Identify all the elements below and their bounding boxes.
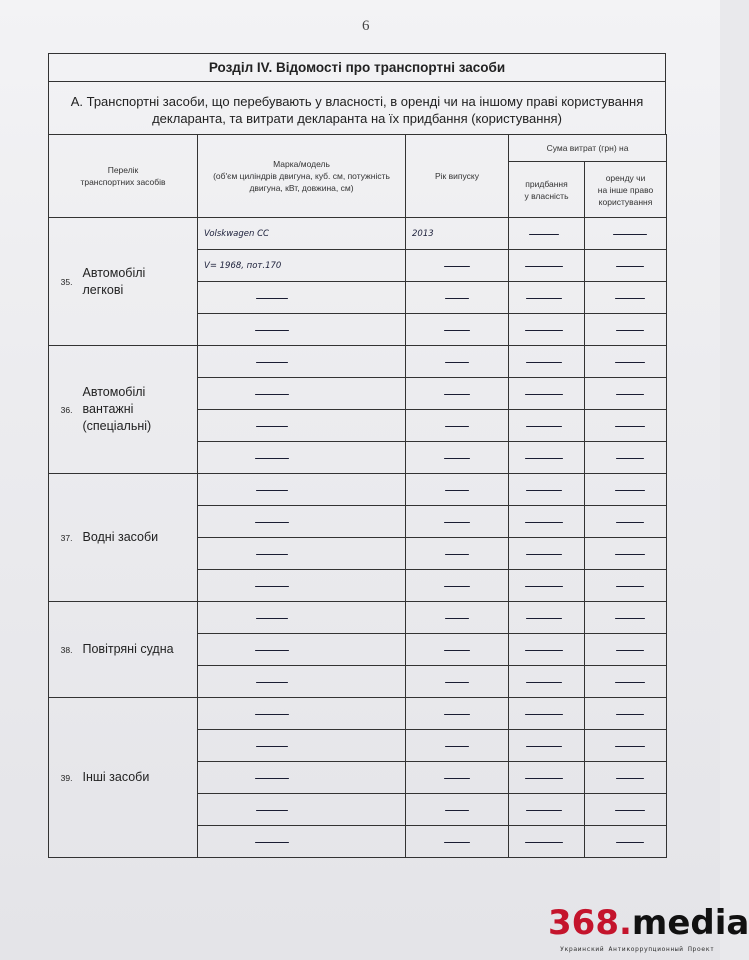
year-cell [406, 314, 509, 346]
blank-dash-mark [616, 650, 644, 651]
blank-dash-mark [256, 362, 288, 363]
page-number: 6 [362, 18, 370, 34]
rent-cell [585, 698, 667, 730]
category-label-line: Водні засоби [82, 530, 159, 544]
blank-dash-mark [444, 394, 470, 395]
car-year-handwritten: 2013 [406, 218, 509, 250]
blank-dash-mark [615, 426, 645, 427]
blank-dash-mark [526, 746, 562, 747]
year-cell [406, 570, 509, 602]
header-list-line-1: Перелік [107, 165, 139, 175]
watermark-tagline: Украинский Антикоррупционный Проект [560, 945, 715, 953]
purchase-cell [509, 826, 585, 858]
blank-dash-mark [256, 490, 288, 491]
brand-model-cell [198, 410, 406, 442]
year-cell [406, 826, 509, 858]
blank-dash-mark [525, 330, 563, 331]
header-brand-line-2: (об'єм циліндрів двигуна, куб. см, потужність [213, 171, 390, 181]
blank-dash-mark [526, 426, 562, 427]
brand-model-cell [198, 314, 406, 346]
blank-dash-mark [256, 618, 288, 619]
category-number: 39. [49, 698, 77, 858]
header-list-line-2: транспортних засобів [80, 177, 166, 187]
blank-dash-mark [615, 490, 645, 491]
blank-dash-mark [615, 618, 645, 619]
rent-cell [585, 506, 667, 538]
year-cell [406, 378, 509, 410]
blank-dash-mark [616, 842, 644, 843]
category-label-line: Автомобілі [82, 385, 146, 399]
category-label [77, 346, 198, 474]
rent-cell [585, 314, 667, 346]
blank-dash-mark [616, 586, 644, 587]
blank-dash-mark [255, 394, 289, 395]
category-label-line: вантажні [82, 402, 134, 416]
blank-dash-mark [445, 618, 469, 619]
category-number: 37. [49, 474, 77, 602]
section-subtitle [48, 81, 666, 135]
watermark-logo [548, 903, 749, 943]
year-cell [406, 762, 509, 794]
purchase-cell [509, 634, 585, 666]
purchase-cell [509, 698, 585, 730]
blank-dash-mark [525, 458, 563, 459]
brand-model-cell [198, 794, 406, 826]
rent-cell [585, 282, 667, 314]
brand-model-cell [198, 570, 406, 602]
blank-dash-mark [526, 618, 562, 619]
blank-dash-mark [445, 298, 469, 299]
header-brand-line-3: двигуна, кВт, довжина, см) [249, 183, 354, 193]
blank-dash-mark [615, 362, 645, 363]
purchase-cell [509, 506, 585, 538]
year-cell [406, 282, 509, 314]
category-number: 35. [49, 218, 77, 346]
purchase-cell [509, 410, 585, 442]
year-cell [406, 538, 509, 570]
brand-model-cell [198, 634, 406, 666]
table-row [49, 474, 667, 506]
table-row [49, 218, 667, 250]
purchase-cell [509, 250, 585, 282]
year-cell [406, 666, 509, 698]
blank-dash-mark [526, 682, 562, 683]
vehicles-table-body [49, 218, 667, 858]
brand-model-cell [198, 474, 406, 506]
header-rent [585, 162, 667, 218]
section-title: Розділ IV. Відомості про транспортні засоби [48, 53, 666, 81]
year-cell [406, 602, 509, 634]
blank-dash-mark [444, 778, 470, 779]
header-purchase-line-1: придбання [525, 178, 568, 189]
category-number: 36. [49, 346, 77, 474]
blank-dash-mark [444, 458, 470, 459]
brand-model-cell [198, 730, 406, 762]
blank-dash-mark [255, 522, 289, 523]
brand-model-cell [198, 762, 406, 794]
blank-dash-mark [616, 394, 644, 395]
table-row [49, 346, 667, 378]
brand-model-cell [198, 826, 406, 858]
watermark-dot: . [618, 903, 632, 943]
blank-dash-mark [615, 298, 645, 299]
rent-cell [585, 826, 667, 858]
header-rent-line-3: користування [598, 196, 653, 207]
blank-dash-mark [444, 586, 470, 587]
blank-dash-mark [255, 778, 289, 779]
brand-model-cell [198, 666, 406, 698]
header-year: Рік випуску [406, 135, 509, 218]
brand-model-cell [198, 538, 406, 570]
brand-model-cell [198, 282, 406, 314]
header-brand-line-1: Марка/модель [273, 159, 330, 169]
blank-dash-mark [525, 842, 563, 843]
header-purchase [509, 162, 585, 218]
blank-dash-mark [255, 714, 289, 715]
subtitle-line-1: А. Транспортні засоби, що перебувають у власності, в оренді чи на іншому праві користування [70, 94, 644, 109]
header-purchase-line-2: у власність [524, 190, 569, 201]
blank-dash-mark [526, 362, 562, 363]
blank-dash-mark [526, 490, 562, 491]
year-cell [406, 250, 509, 282]
brand-model-cell [198, 506, 406, 538]
category-label [77, 698, 198, 858]
rent-cell [585, 538, 667, 570]
blank-dash-mark [444, 266, 470, 267]
blank-dash-mark [445, 490, 469, 491]
rent-cell [585, 570, 667, 602]
year-cell [406, 346, 509, 378]
blank-dash-mark [615, 682, 645, 683]
purchase-cell [509, 346, 585, 378]
blank-dash-mark [525, 394, 563, 395]
brand-model-cell [198, 346, 406, 378]
rent-cell [585, 250, 667, 282]
table-row [49, 602, 667, 634]
blank-dash-mark [444, 522, 470, 523]
blank-dash-mark [256, 746, 288, 747]
purchase-cell [509, 666, 585, 698]
brand-model-cell [198, 698, 406, 730]
blank-dash-mark [616, 522, 644, 523]
blank-dash-mark [444, 650, 470, 651]
purchase-cell [509, 794, 585, 826]
rent-cell [585, 410, 667, 442]
blank-dash-mark [445, 554, 469, 555]
blank-dash-mark [445, 682, 469, 683]
blank-dash-mark [616, 266, 644, 267]
rent-cell [585, 442, 667, 474]
blank-dash-mark [256, 682, 288, 683]
blank-dash-mark [616, 714, 644, 715]
purchase-cell [509, 762, 585, 794]
category-label-line: Автомобілі [82, 265, 146, 280]
blank-dash-mark [255, 650, 289, 651]
blank-dash-mark [255, 458, 289, 459]
watermark-domain: media [631, 903, 749, 943]
blank-dash-mark [444, 842, 470, 843]
blank-dash-mark [615, 554, 645, 555]
category-label [77, 474, 198, 602]
year-cell [406, 634, 509, 666]
category-label-line: (спеціальні) [82, 419, 152, 433]
header-expenses: Сума витрат (грн) на [509, 135, 667, 162]
blank-dash-mark [255, 586, 289, 587]
purchase-cell [509, 314, 585, 346]
category-label [77, 602, 198, 698]
blank-dash-mark [525, 266, 563, 267]
blank-dash-mark [445, 362, 469, 363]
blank-dash-mark [525, 522, 563, 523]
blank-dash-mark [525, 650, 563, 651]
blank-dash-mark [526, 810, 562, 811]
blank-dash-mark [256, 554, 288, 555]
year-cell [406, 474, 509, 506]
brand-model-cell [198, 378, 406, 410]
blank-dash-mark [525, 778, 563, 779]
category-label-line: Інші засоби [82, 770, 150, 784]
category-label [77, 218, 198, 346]
blank-dash-mark [256, 426, 288, 427]
year-cell [406, 730, 509, 762]
blank-dash-mark [444, 330, 470, 331]
blank-dash-mark [526, 554, 562, 555]
purchase-cell [509, 730, 585, 762]
rent-cell [585, 378, 667, 410]
year-cell [406, 794, 509, 826]
rent-cell [585, 762, 667, 794]
rent-cell [585, 602, 667, 634]
purchase-cell [509, 538, 585, 570]
blank-dash-mark [616, 778, 644, 779]
blank-dash-mark [525, 714, 563, 715]
purchase-cell [509, 378, 585, 410]
rent-cell [585, 634, 667, 666]
rent-cell [585, 666, 667, 698]
blank-dash-mark [256, 810, 288, 811]
blank-dash-mark [616, 458, 644, 459]
category-number: 38. [49, 602, 77, 698]
year-cell [406, 506, 509, 538]
blank-dash-mark [525, 586, 563, 587]
car-model-handwritten: Volskwagen CC [198, 218, 406, 250]
blank-dash-mark [529, 234, 559, 235]
blank-dash-mark [445, 426, 469, 427]
rent-cell [585, 346, 667, 378]
rent-cell [585, 794, 667, 826]
year-cell [406, 410, 509, 442]
blank-dash-mark [445, 810, 469, 811]
blank-dash-mark [616, 330, 644, 331]
blank-dash-mark [526, 298, 562, 299]
vehicles-table [48, 134, 667, 858]
purchase-cell [509, 442, 585, 474]
blank-dash-mark [256, 298, 288, 299]
blank-dash-mark [444, 714, 470, 715]
purchase-cell [509, 218, 585, 250]
blank-dash-mark [445, 746, 469, 747]
subtitle-line-2: декларанта, та витрати декларанта на їх придбання (користування) [152, 111, 562, 126]
blank-dash-mark [615, 810, 645, 811]
purchase-cell [509, 602, 585, 634]
year-cell [406, 698, 509, 730]
header-brand-model [198, 135, 406, 218]
blank-dash-mark [255, 330, 289, 331]
purchase-cell [509, 282, 585, 314]
blank-dash-mark [615, 746, 645, 747]
car-specs-handwritten: V= 1968, пот.170 [198, 250, 406, 282]
purchase-cell [509, 474, 585, 506]
rent-cell [585, 474, 667, 506]
rent-cell [585, 730, 667, 762]
category-label-line: легкові [82, 282, 124, 297]
table-row [49, 698, 667, 730]
year-cell [406, 442, 509, 474]
blank-dash-mark [255, 842, 289, 843]
watermark-number: 368 [548, 903, 619, 943]
brand-model-cell [198, 602, 406, 634]
rent-cell [585, 218, 667, 250]
header-rent-line-2: на інше право [597, 184, 654, 195]
category-label-line: Повітряні судна [82, 642, 174, 656]
blank-dash-mark [613, 234, 647, 235]
purchase-cell [509, 570, 585, 602]
brand-model-cell [198, 442, 406, 474]
header-rent-line-1: оренду чи [605, 172, 646, 183]
header-vehicle-list [49, 135, 198, 218]
